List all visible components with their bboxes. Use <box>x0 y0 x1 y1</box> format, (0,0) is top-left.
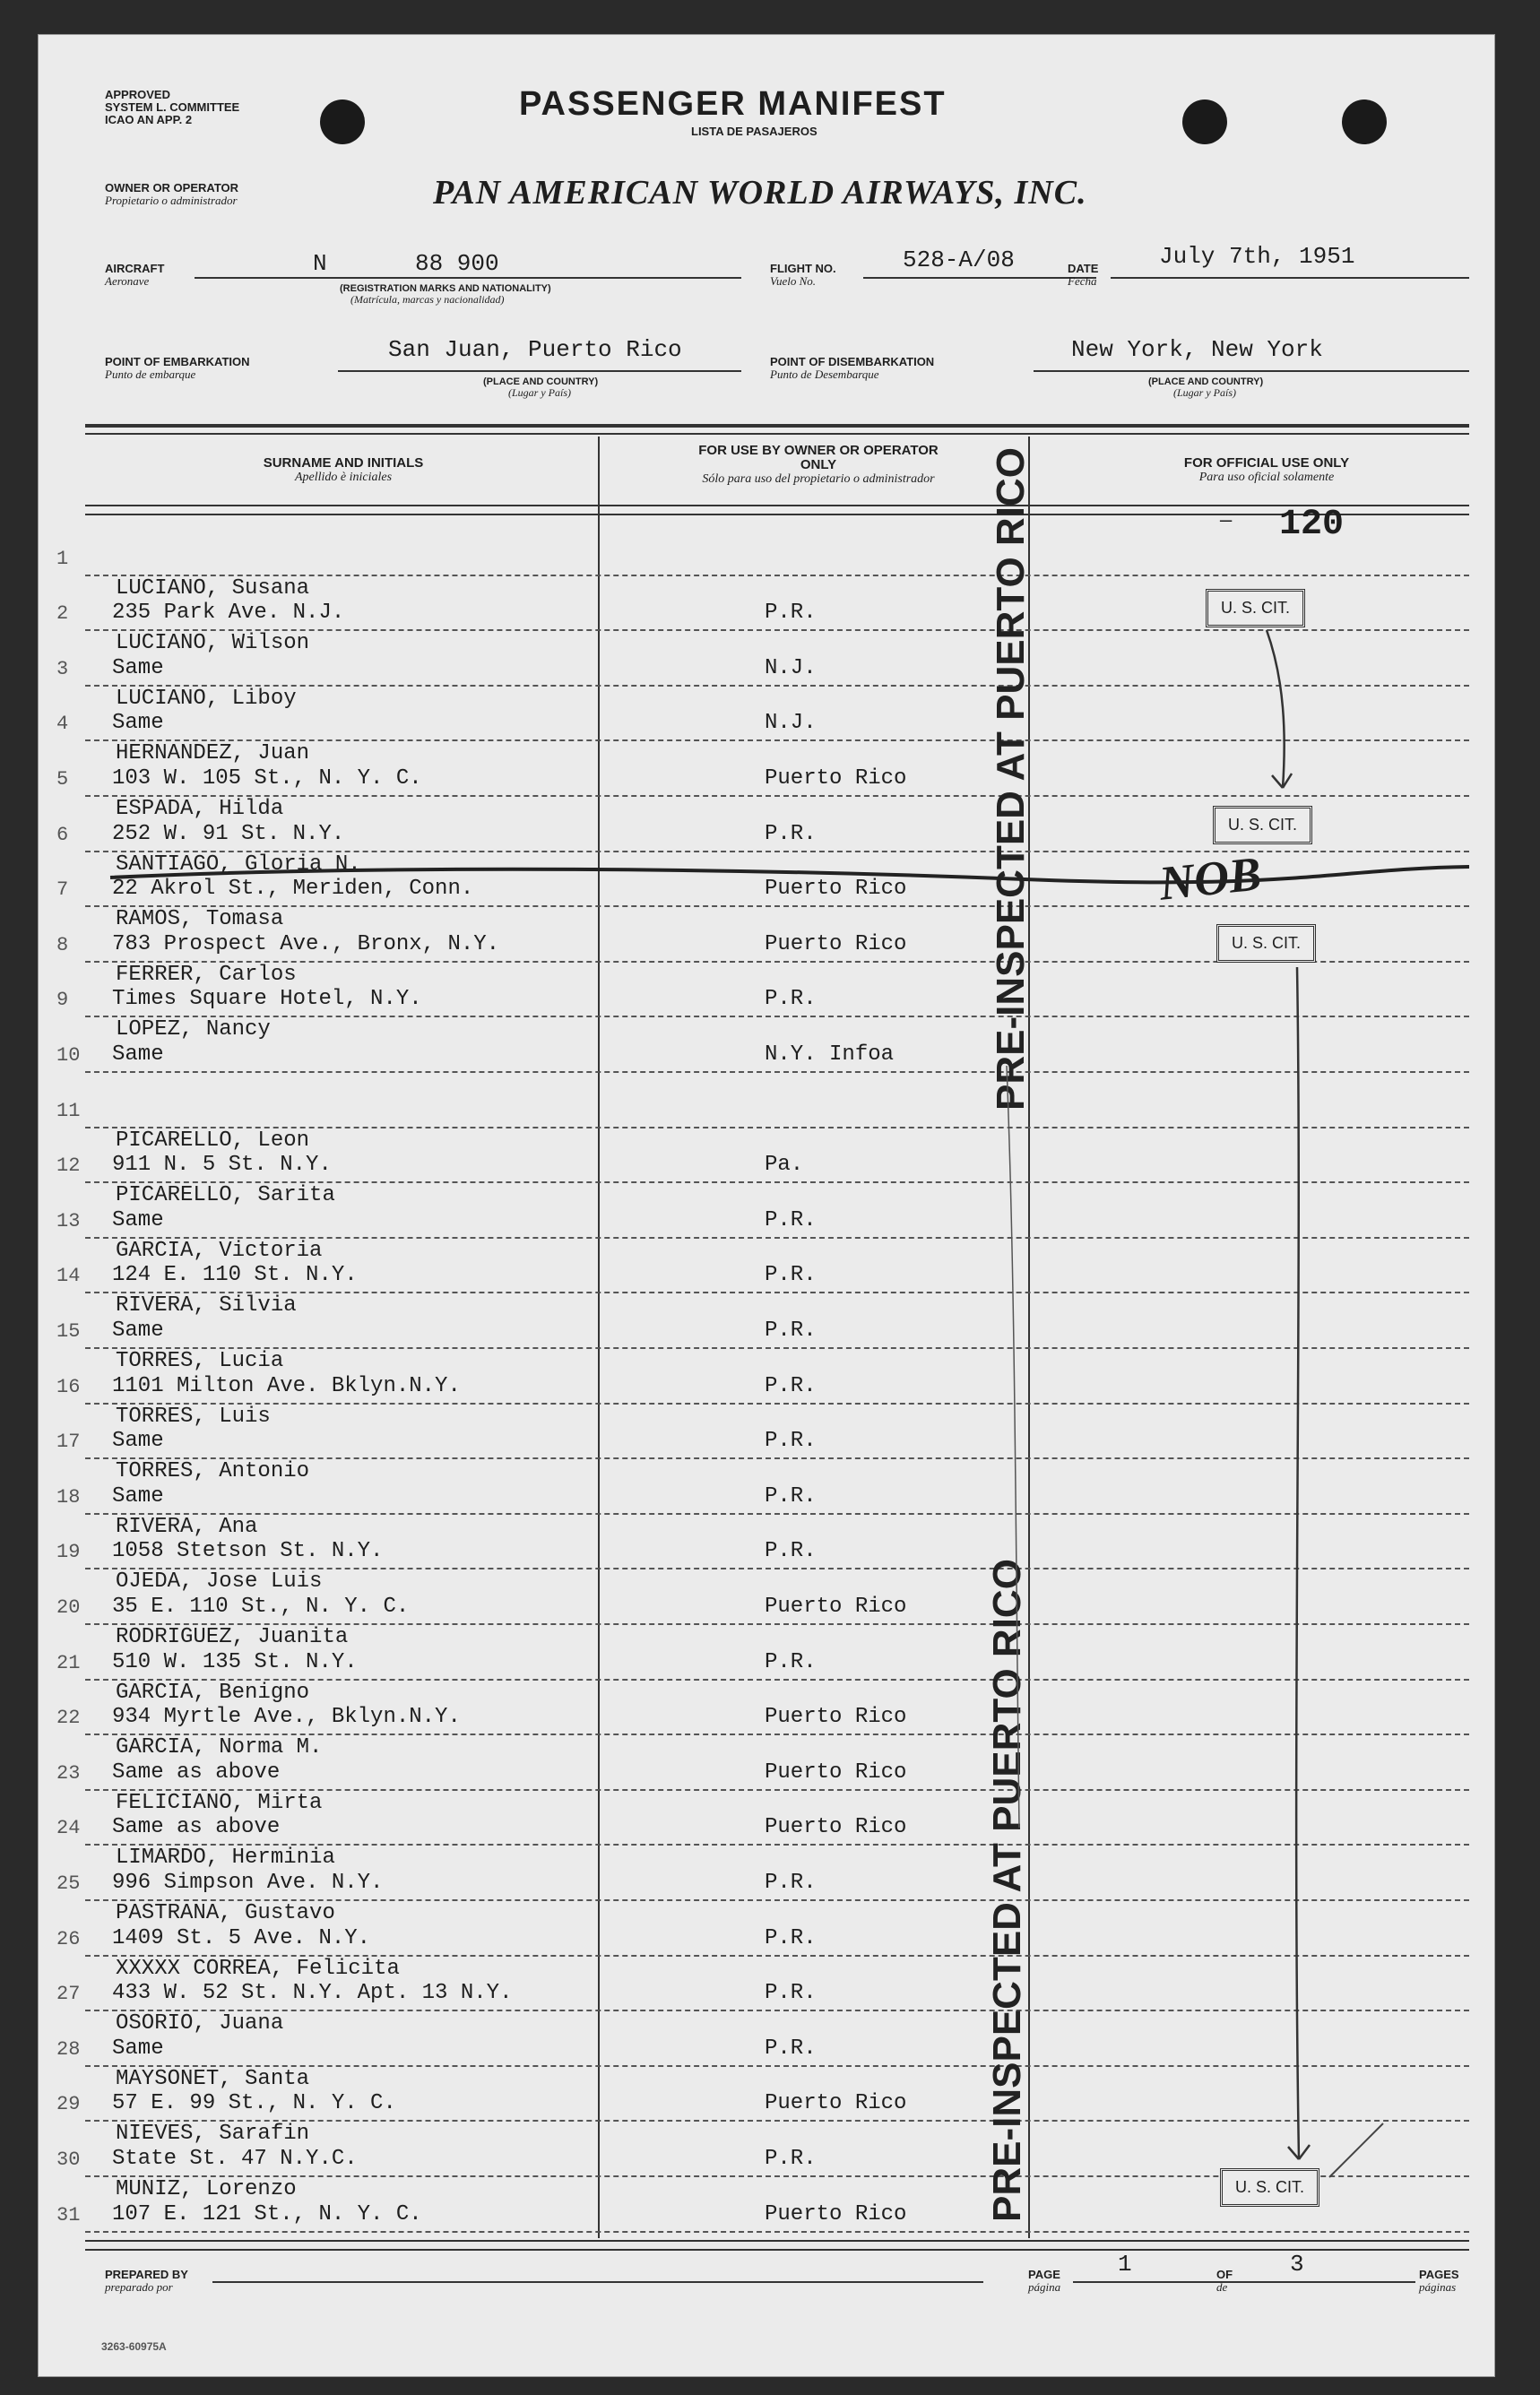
passenger-address: 103 W. 105 St., N. Y. C. <box>112 766 422 791</box>
disembarkation-point: New York, New York <box>1071 336 1323 363</box>
row-number: 8 <box>56 933 69 956</box>
aircraft-registration: 88 900 <box>415 250 499 277</box>
passenger-name: LUCIANO, Liboy <box>116 686 297 711</box>
passenger-address: 1409 St. 5 Ave. N.Y. <box>112 1925 371 1950</box>
official-count: 120 <box>1279 505 1345 545</box>
approval-line: ICAO AN APP. 2 <box>105 113 193 126</box>
passenger-origin: P.R. <box>765 821 817 846</box>
page-label-es: página <box>1028 2280 1061 2294</box>
aircraft-label-es: Aeronave <box>105 274 150 288</box>
passenger-name: XXXXX CORREA, Felicita <box>116 1956 400 1981</box>
embarkation-point: San Juan, Puerto Rico <box>388 336 682 363</box>
passenger-origin: P.R. <box>765 1373 817 1398</box>
passenger-name: RIVERA, Ana <box>116 1514 258 1539</box>
pre-inspected-stamp: PRE-INSPECTED AT PUERTO RICO <box>985 1559 1029 2222</box>
passenger-address: 252 W. 91 St. N.Y. <box>112 821 345 846</box>
row-number: 13 <box>56 1209 81 1232</box>
passenger-name: GARCIA, Benigno <box>116 1680 310 1705</box>
row-number: 11 <box>56 1099 81 1122</box>
row-number: 25 <box>56 1872 81 1895</box>
passenger-name: ESPADA, Hilda <box>116 797 284 821</box>
passenger-origin: P.R. <box>765 1483 817 1509</box>
of-label-es: de <box>1216 2280 1228 2294</box>
passenger-origin: Puerto Rico <box>765 766 907 791</box>
strike-note: NOB <box>1156 846 1264 911</box>
approval-line: APPROVED <box>105 88 170 101</box>
flight-label-es: Vuelo No. <box>770 274 817 288</box>
passenger-name: LIMARDO, Herminia <box>116 1846 335 1871</box>
passenger-address: 1058 Stetson St. N.Y. <box>112 1539 384 1564</box>
passenger-origin: P.R. <box>765 987 817 1012</box>
passenger-origin: P.R. <box>765 601 817 626</box>
row-number: 2 <box>56 602 69 626</box>
passenger-address: 235 Park Ave. N.J. <box>112 601 345 626</box>
passenger-address: Same as above <box>112 1760 281 1785</box>
owner-label: OWNER OR OPERATOR <box>105 181 239 195</box>
disembark-place-caption: (PLACE AND COUNTRY) <box>1148 376 1264 387</box>
approval-line: SYSTEM L. COMMITTEE <box>105 100 240 114</box>
passenger-origin: P.R. <box>765 1539 817 1564</box>
row-number: 12 <box>56 1154 81 1178</box>
us-citizen-stamp: U. S. CIT. <box>1216 924 1316 963</box>
form-code: 3263-60975A <box>101 2340 167 2353</box>
passenger-address: Same <box>112 1319 164 1343</box>
passenger-address: 35 E. 110 St., N. Y. C. <box>112 1595 410 1619</box>
passenger-origin: P.R. <box>765 1925 817 1950</box>
pages-label-block <box>1419 2269 1459 2294</box>
us-citizen-stamp: U. S. CIT. <box>1213 806 1312 844</box>
page-number: 1 <box>1118 2251 1132 2278</box>
passenger-name: RODRIGUEZ, Juanita <box>116 1625 349 1649</box>
passenger-address: Same <box>112 1429 164 1454</box>
passenger-origin: Puerto Rico <box>765 1815 907 1840</box>
row-number: 24 <box>56 1817 81 1840</box>
passenger-name: NIEVES, Sarafin <box>116 2122 310 2147</box>
row-number: 20 <box>56 1596 81 1619</box>
disembark-label: POINT OF DISEMBARKATION <box>770 355 935 368</box>
row-number: 22 <box>56 1707 81 1730</box>
row-number: 29 <box>56 2093 81 2116</box>
passenger-origin: P.R. <box>765 1207 817 1232</box>
page-subtitle: LISTA DE PASAJEROS <box>691 125 818 138</box>
passenger-address: Same <box>112 711 164 736</box>
passenger-name: PICARELLO, Sarita <box>116 1183 335 1208</box>
pages-label: PAGES <box>1419 2268 1459 2281</box>
surname-header-es: Apellido è iniciales <box>294 471 393 484</box>
page-label-block <box>1028 2269 1060 2294</box>
passenger-origin: P.R. <box>765 2147 817 2171</box>
row-number: 5 <box>56 768 69 791</box>
passenger-origin: P.R. <box>765 1871 817 1895</box>
of-label-block <box>1216 2269 1233 2294</box>
official-dash: — <box>1220 510 1233 532</box>
passenger-name: PASTRANA, Gustavo <box>116 1901 335 1925</box>
passenger-name: TORRES, Luis <box>116 1404 271 1429</box>
row-number: 9 <box>56 989 69 1012</box>
date-label-es: Fecha <box>1068 274 1097 288</box>
page-title: PASSENGER MANIFEST <box>519 85 947 123</box>
passenger-origin: N.Y. Infoa <box>765 1042 895 1067</box>
flight-label: FLIGHT NO. <box>770 262 836 275</box>
passenger-address: 22 Akrol St., Meriden, Conn. <box>112 877 474 902</box>
aircraft-caption-es: (Matrícula, marcas y nacionalidad) <box>350 293 505 306</box>
row-number: 31 <box>56 2203 81 2226</box>
passenger-origin: Pa. <box>765 1153 804 1178</box>
passenger-origin: P.R. <box>765 1981 817 2006</box>
of-label: OF <box>1216 2268 1233 2281</box>
passenger-address: Same <box>112 2036 164 2061</box>
row-number: 28 <box>56 2037 81 2061</box>
owner-use-header-es: Sólo para uso del propietario o administrador <box>702 472 935 486</box>
flight-date: July 7th, 1951 <box>1159 243 1355 270</box>
surname-header: SURNAME AND INITIALS <box>263 455 424 471</box>
passenger-address: 934 Myrtle Ave., Bklyn.N.Y. <box>112 1705 461 1730</box>
passenger-name: MAYSONET, Santa <box>116 2066 310 2091</box>
passenger-name: GARCIA, Norma M. <box>116 1735 323 1760</box>
passenger-address: 510 W. 135 St. N.Y. <box>112 1649 358 1674</box>
prepared-by-block <box>105 2269 188 2294</box>
passenger-name: OSORIO, Juana <box>116 2011 284 2036</box>
passenger-address: Times Square Hotel, N.Y. <box>112 987 422 1012</box>
embark-place-caption-es: (Lugar y País) <box>508 386 571 399</box>
row-number: 19 <box>56 1541 81 1564</box>
airline-name: PAN AMERICAN WORLD AIRWAYS, INC. <box>433 174 1087 212</box>
us-citizen-stamp: U. S. CIT. <box>1206 589 1305 627</box>
passenger-address: Same <box>112 1483 164 1509</box>
embark-place-caption: (PLACE AND COUNTRY) <box>483 376 599 387</box>
passenger-address: 996 Simpson Ave. N.Y. <box>112 1871 384 1895</box>
passenger-address: Same <box>112 655 164 680</box>
passenger-name: PICARELLO, Leon <box>116 1128 310 1153</box>
embark-label-es: Punto de embarque <box>105 367 196 381</box>
passenger-origin: N.J. <box>765 711 817 736</box>
embark-label: POINT OF EMBARKATION <box>105 355 250 368</box>
passenger-origin: Puerto Rico <box>765 1595 907 1619</box>
row-number: 15 <box>56 1320 81 1343</box>
passenger-address: 433 W. 52 St. N.Y. Apt. 13 N.Y. <box>112 1981 513 2006</box>
page-label: PAGE <box>1028 2268 1060 2281</box>
passenger-origin: Puerto Rico <box>765 931 907 956</box>
passenger-name: HERNANDEZ, Juan <box>116 741 310 766</box>
row-number: 16 <box>56 1375 81 1398</box>
prepared-by-label-es: preparado por <box>105 2280 173 2294</box>
passenger-origin: P.R. <box>765 1649 817 1674</box>
aircraft-label: AIRCRAFT <box>105 262 165 275</box>
manifest-sheet <box>38 34 1495 2377</box>
passenger-origin: Puerto Rico <box>765 2091 907 2116</box>
official-header: FOR OFFICIAL USE ONLY <box>1183 455 1350 471</box>
row-number: 7 <box>56 878 69 902</box>
passenger-name: LUCIANO, Wilson <box>116 631 310 656</box>
passenger-name: LOPEZ, Nancy <box>116 1017 271 1042</box>
row-number: 3 <box>56 657 69 680</box>
row-number: 17 <box>56 1431 81 1454</box>
row-number: 23 <box>56 1761 81 1785</box>
passenger-name: LUCIANO, Susana <box>116 575 310 601</box>
us-citizen-stamp: U. S. CIT. <box>1220 2168 1319 2207</box>
passenger-name: FERRER, Carlos <box>116 962 297 987</box>
passenger-origin: Puerto Rico <box>765 1760 907 1785</box>
passenger-origin: P.R. <box>765 1319 817 1343</box>
passenger-name: SANTIAGO, Gloria N. <box>116 852 361 877</box>
row-number: 14 <box>56 1265 81 1288</box>
passenger-address: 783 Prospect Ave., Bronx, N.Y. <box>112 931 500 956</box>
total-pages: 3 <box>1290 2251 1304 2278</box>
official-header-es: Para uso oficial solamente <box>1198 471 1335 484</box>
passenger-address: Same <box>112 1207 164 1232</box>
passenger-origin: P.R. <box>765 1429 817 1454</box>
passenger-origin: Puerto Rico <box>765 2201 907 2226</box>
passenger-name: TORRES, Lucia <box>116 1349 284 1373</box>
passenger-origin: Puerto Rico <box>765 877 907 902</box>
row-number: 1 <box>56 547 69 570</box>
row-number: 26 <box>56 1927 81 1950</box>
aircraft-caption: (REGISTRATION MARKS AND NATIONALITY) <box>340 283 551 294</box>
row-number: 18 <box>56 1485 81 1509</box>
handwritten-marks <box>39 35 1494 2376</box>
passenger-name: MUNIZ, Lorenzo <box>116 2177 297 2201</box>
owner-label-es: Propietario o administrador <box>105 194 238 207</box>
row-number: 4 <box>56 713 69 736</box>
aircraft-prefix: N <box>313 250 327 277</box>
passenger-address: 107 E. 121 St., N. Y. C. <box>112 2201 422 2226</box>
passenger-origin: P.R. <box>765 1263 817 1288</box>
prepared-by-label: PREPARED BY <box>105 2268 188 2281</box>
passenger-address: Same as above <box>112 1815 281 1840</box>
owner-use-header: FOR USE BY OWNER OR OPERATOR ONLY <box>698 443 939 472</box>
passenger-origin: P.R. <box>765 2036 817 2061</box>
pre-inspected-stamp: PRE-INSPECTED AT PUERTO RICO <box>989 447 1033 1111</box>
pages-label-es: páginas <box>1419 2280 1457 2294</box>
disembark-place-caption-es: (Lugar y País) <box>1173 386 1236 399</box>
passenger-address: State St. 47 N.Y.C. <box>112 2147 358 2171</box>
flight-number: 528-A/08 <box>903 246 1015 273</box>
passenger-name: TORRES, Antonio <box>116 1459 310 1484</box>
passenger-name: OJEDA, Jose Luis <box>116 1569 323 1595</box>
row-number: 10 <box>56 1044 81 1067</box>
row-number: 6 <box>56 823 69 846</box>
passenger-name: FELICIANO, Mirta <box>116 1790 323 1815</box>
row-number: 21 <box>56 1651 81 1674</box>
passenger-address: Same <box>112 1042 164 1067</box>
passenger-address: 57 E. 99 St., N. Y. C. <box>112 2091 396 2116</box>
row-number: 27 <box>56 1983 81 2006</box>
passenger-address: 1101 Milton Ave. Bklyn.N.Y. <box>112 1373 461 1398</box>
passenger-origin: Puerto Rico <box>765 1705 907 1730</box>
passenger-address: 124 E. 110 St. N.Y. <box>112 1263 358 1288</box>
passenger-name: RAMOS, Tomasa <box>116 907 284 932</box>
passenger-name: RIVERA, Silvia <box>116 1293 297 1319</box>
passenger-origin: N.J. <box>765 655 817 680</box>
passenger-address: 911 N. 5 St. N.Y. <box>112 1153 332 1178</box>
row-number: 30 <box>56 2149 81 2171</box>
date-label: DATE <box>1068 262 1099 275</box>
disembark-label-es: Punto de Desembarque <box>770 367 879 381</box>
passenger-name: GARCIA, Victoria <box>116 1238 323 1263</box>
